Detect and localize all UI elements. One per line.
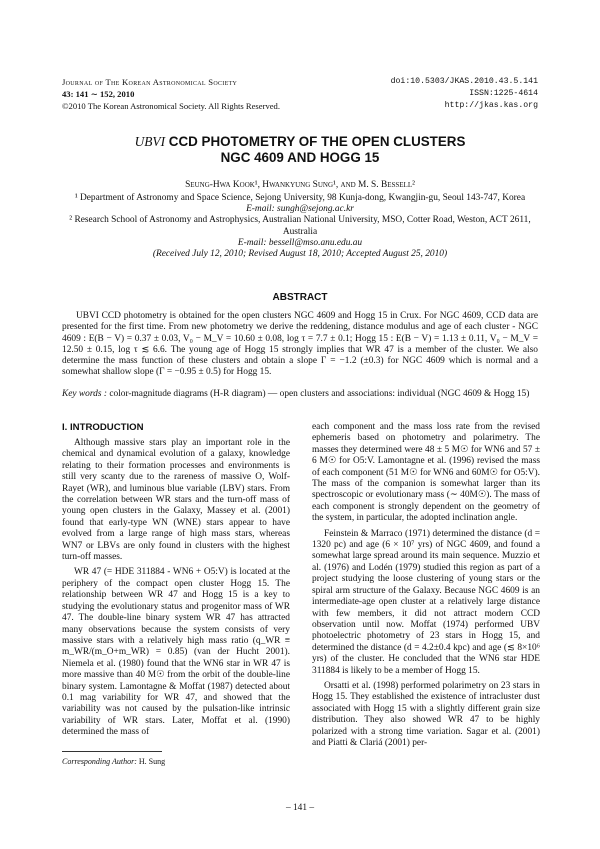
email-2: E-mail: bessell@mso.anu.edu.au — [237, 237, 363, 248]
affiliation-1: ¹ Department of Astronomy and Space Science, Sejong University, 98 Kunja-dong, Kwangjin-gu, Seoul 143-747, Korea — [74, 193, 526, 203]
affiliations — [62, 193, 538, 260]
doi: doi:10.5303/JKAS.2010.43.5.141 — [390, 77, 538, 86]
section-heading: I. INTRODUCTION — [62, 422, 144, 433]
journal-header — [62, 76, 280, 112]
paper-title — [0, 134, 600, 166]
footnote — [62, 757, 165, 766]
footnote-rule — [62, 751, 162, 752]
copyright: ©2010 The Korean Astronomical Society. All Rights Reserved. — [62, 101, 280, 111]
volume-pages: 43: 141 ∼ 152, 2010 — [62, 89, 135, 99]
page-number: – 141 – — [285, 803, 315, 813]
paragraph: each component and the mass loss rate from the revised ephemeris based on photometry and polarimetry. The masses they determined were 48 ± 5 M☉ for WN6 and 57 ± 6 M☉ for O5:V. Lamontagne et al. (1996) revised the mass of each component (51 M☉ for WN6 and 60M☉ for O5:V). The mass of the companion is somewhat larger than its spectroscopic or evolutionary mass (∼ 40M☉). The mass of each component is strongly dependent on the geometry of the system, in particular, the adopted inclination angle. — [312, 422, 540, 524]
keywords-text: color-magnitude diagrams (H-R diagram) — open clusters and associations: individual (NGC 4609 & Hogg 15) — [106, 389, 530, 399]
title-line2: NGC 4609 AND HOGG 15 — [220, 150, 380, 165]
paragraph: Orsatti et al. (1998) performed polarimetry on 23 stars in Hogg 15. They established the existence of intracluster dust associated with Hogg 15 with a slightly different grain size distribution. They also showed WR 47 to be highly polarized with a strong time variation. Sagar et al. (2001) and Piatti & Clariá (2001) per- — [312, 680, 540, 748]
footnote-name: H. Sung — [136, 757, 166, 766]
email-1: E-mail: sungh@sejong.ac.kr — [246, 204, 354, 215]
paragraph: Feinstein & Marraco (1971) determined the distance (d = 1320 pc) and age (6 × 10⁷ yrs) of NGC 4609, and found a somewhat large spread around its main sequence. Muzzio et al. (1976) and Lodén (1979) studied this region as part of a project studying the loose clustering of young stars or the spiral arm structure of the Galaxy. Because NGC 4609 is an intermediate-age open cluster at a relatively large distance with few members, it did not attract modern CCD observation until now. Moffat (1974) performed UBV photoelectric photometry of 23 stars in Hogg 15, and determined the distance (d = 4.2±0.4 kpc) and age (≲ 8×10⁶ yrs) of the cluster. He concluded that the WN6 star HDE 311884 is likely to be a member of Hogg 15. — [312, 528, 540, 676]
title-line1: CCD PHOTOMETRY OF THE OPEN CLUSTERS — [165, 134, 466, 149]
received-dates: (Received July 12, 2010; Revised August 18, 2010; Accepted August 25, 2010) — [152, 249, 448, 260]
author-list: Seung-Hwa Kook¹, Hwankyung Sung¹, and M. S. Bessell² — [185, 180, 415, 190]
paragraph: Although massive stars play an important role in the chemical and dynamical evolution of a galaxy, knowledge relating to their formation processes and environments is still very scanty due to the rareness of massive O, Wolf-Rayet (WR), and luminous blue variable (LBV) stars. From the correlation between WR stars and the turn-off mass of young open clusters in the Galaxy, Massey et al. (2001) found that early-type WN (WNE) stars appear to have evolved from a large range of high mass stars, whereas WN7 or LBVs are only found in clusters with the highest turn-off masses. — [62, 438, 290, 563]
left-column — [62, 438, 290, 739]
abstract-heading: ABSTRACT — [272, 292, 328, 303]
title-ubvi: UBVI — [134, 134, 166, 149]
journal-url: http://jkas.kas.org — [444, 101, 538, 110]
doi-block — [391, 76, 538, 112]
affiliation-2: ² Research School of Astronomy and Astrophysics, Australian National University, MSO, Cotter Road, Weston, ACT 2611, Australia — [69, 215, 531, 237]
keywords-label: Key words : — [62, 389, 107, 399]
issn: ISSN:1225-4614 — [469, 89, 538, 98]
abstract-text: UBVI CCD photometry is obtained for the open clusters NGC 4609 and Hogg 15 in Crux. For NGC 4609, CCD data are presented for the first time. From new photometry we derive the reddening, distance modulus and age of each cluster - NGC 4609 : E(B − V) = 0.37 ± 0.03, V₀ − M_V = 10.60 ± 0.08, log τ = 7.7 ± 0.1; Hogg 15 : E(B − V) = 1.13 ± 0.11, V₀ − M_V = 12.50 ± 0.15, log τ ≲ 6.6. The young age of Hogg 15 strongly implies that WR 47 is a member of the cluster. We also determine the mass function of these clusters and obtain a slope Γ = −1.2 (±0.3) for NGC 4609 which is normal and a somewhat shallow slope (Γ = −0.95 ± 0.5) for Hogg 15. — [62, 311, 538, 378]
right-column — [312, 422, 540, 749]
journal-name: Journal of The Korean Astronomical Society — [62, 77, 238, 87]
keywords — [62, 389, 538, 400]
footnote-label: Corresponding Author: — [62, 757, 137, 766]
paragraph: WR 47 (= HDE 311884 - WN6 + O5:V) is located at the periphery of the compact open cluster Hogg 15. The relationship between WR 47 and Hogg 15 is a key to studying the evolutionary status and progenitor mass of WR 47. The double-line binary system WR 47 has attracted many observations because the system consists of very massive stars with a relatively high mass ratio (q_WR ≡ m_WR/(m_O+m_WR) = 0.85) (van der Hucht 2001). Niemela et al. (1980) found that the WN6 star in WR 47 is more massive than 40 M☉ from the orbit of the double-line binary system. Lamontagne & Moffat (1987) detected about 0.1 mag variability for WR 47, and showed that the variability was not caused by the pulsation-like intrinsic variability of WR stars. Later, Moffat et al. (1990) determined the mass of — [62, 567, 290, 738]
